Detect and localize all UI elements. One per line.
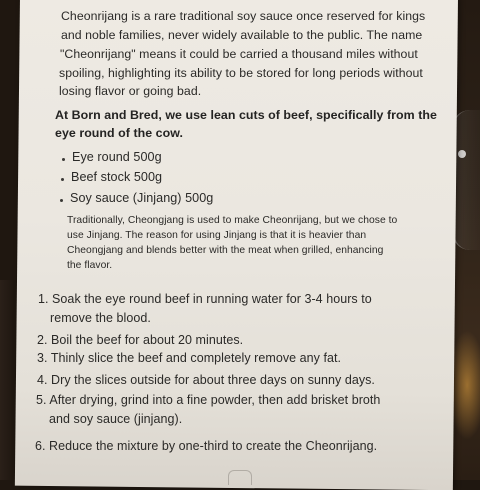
note-line: Cheongjang and blends better with the meat when grilled, enhancing [67,245,384,256]
beef-statement-line: At Born and Bred, we use lean cuts of beef, specifically from the [55,108,437,122]
intro-line: losing flavor or going bad. [59,84,202,98]
beef-statement-line: eye round of the cow. [55,126,183,140]
note-line: the flavor. [67,260,113,271]
card-ornament [228,470,252,485]
step-item: 5. After drying, grind into a fine powder, then add brisket broth [36,393,381,407]
intro-line: spoiling, highlighting its ability to be stored for long periods without [59,66,423,80]
background-shadow [0,280,14,480]
bullet-icon [62,158,65,161]
step-item-continued: and soy sauce (jinjang). [49,412,183,426]
step-item: 2. Boil the beef for about 20 minutes. [37,333,244,347]
ingredient-item: Beef stock 500g [71,170,163,184]
ingredient-item: Soy sauce (Jinjang) 500g [70,191,214,205]
bullet-icon [61,178,64,181]
intro-line: "Cheonrijang" means it could be carried a thousand miles without [60,47,418,61]
step-item: 6. Reduce the mixture by one-third to create the Cheonrijang. [35,439,378,453]
step-item-continued: remove the blood. [50,311,151,325]
intro-line: and noble families, never widely available to the public. The name [61,28,423,42]
step-item: 4. Dry the slices outside for about three days on sunny days. [37,373,375,387]
note-line: use Jinjang. The reason for using Jinjang is that it is heavier than [67,230,367,241]
note-line: Traditionally, Cheongjang is used to make Cheonrijang, but we chose to [67,215,398,226]
step-item: 3. Thinly slice the beef and completely remove any fat. [37,351,342,365]
ingredient-item: Eye round 500g [72,150,162,164]
glass-reflection [458,150,466,158]
bullet-icon [60,199,63,202]
intro-line: Cheonrijang is a rare traditional soy sauce once reserved for kings [61,9,426,23]
step-item: 1. Soak the eye round beef in running water for 3-4 hours to [38,292,372,306]
